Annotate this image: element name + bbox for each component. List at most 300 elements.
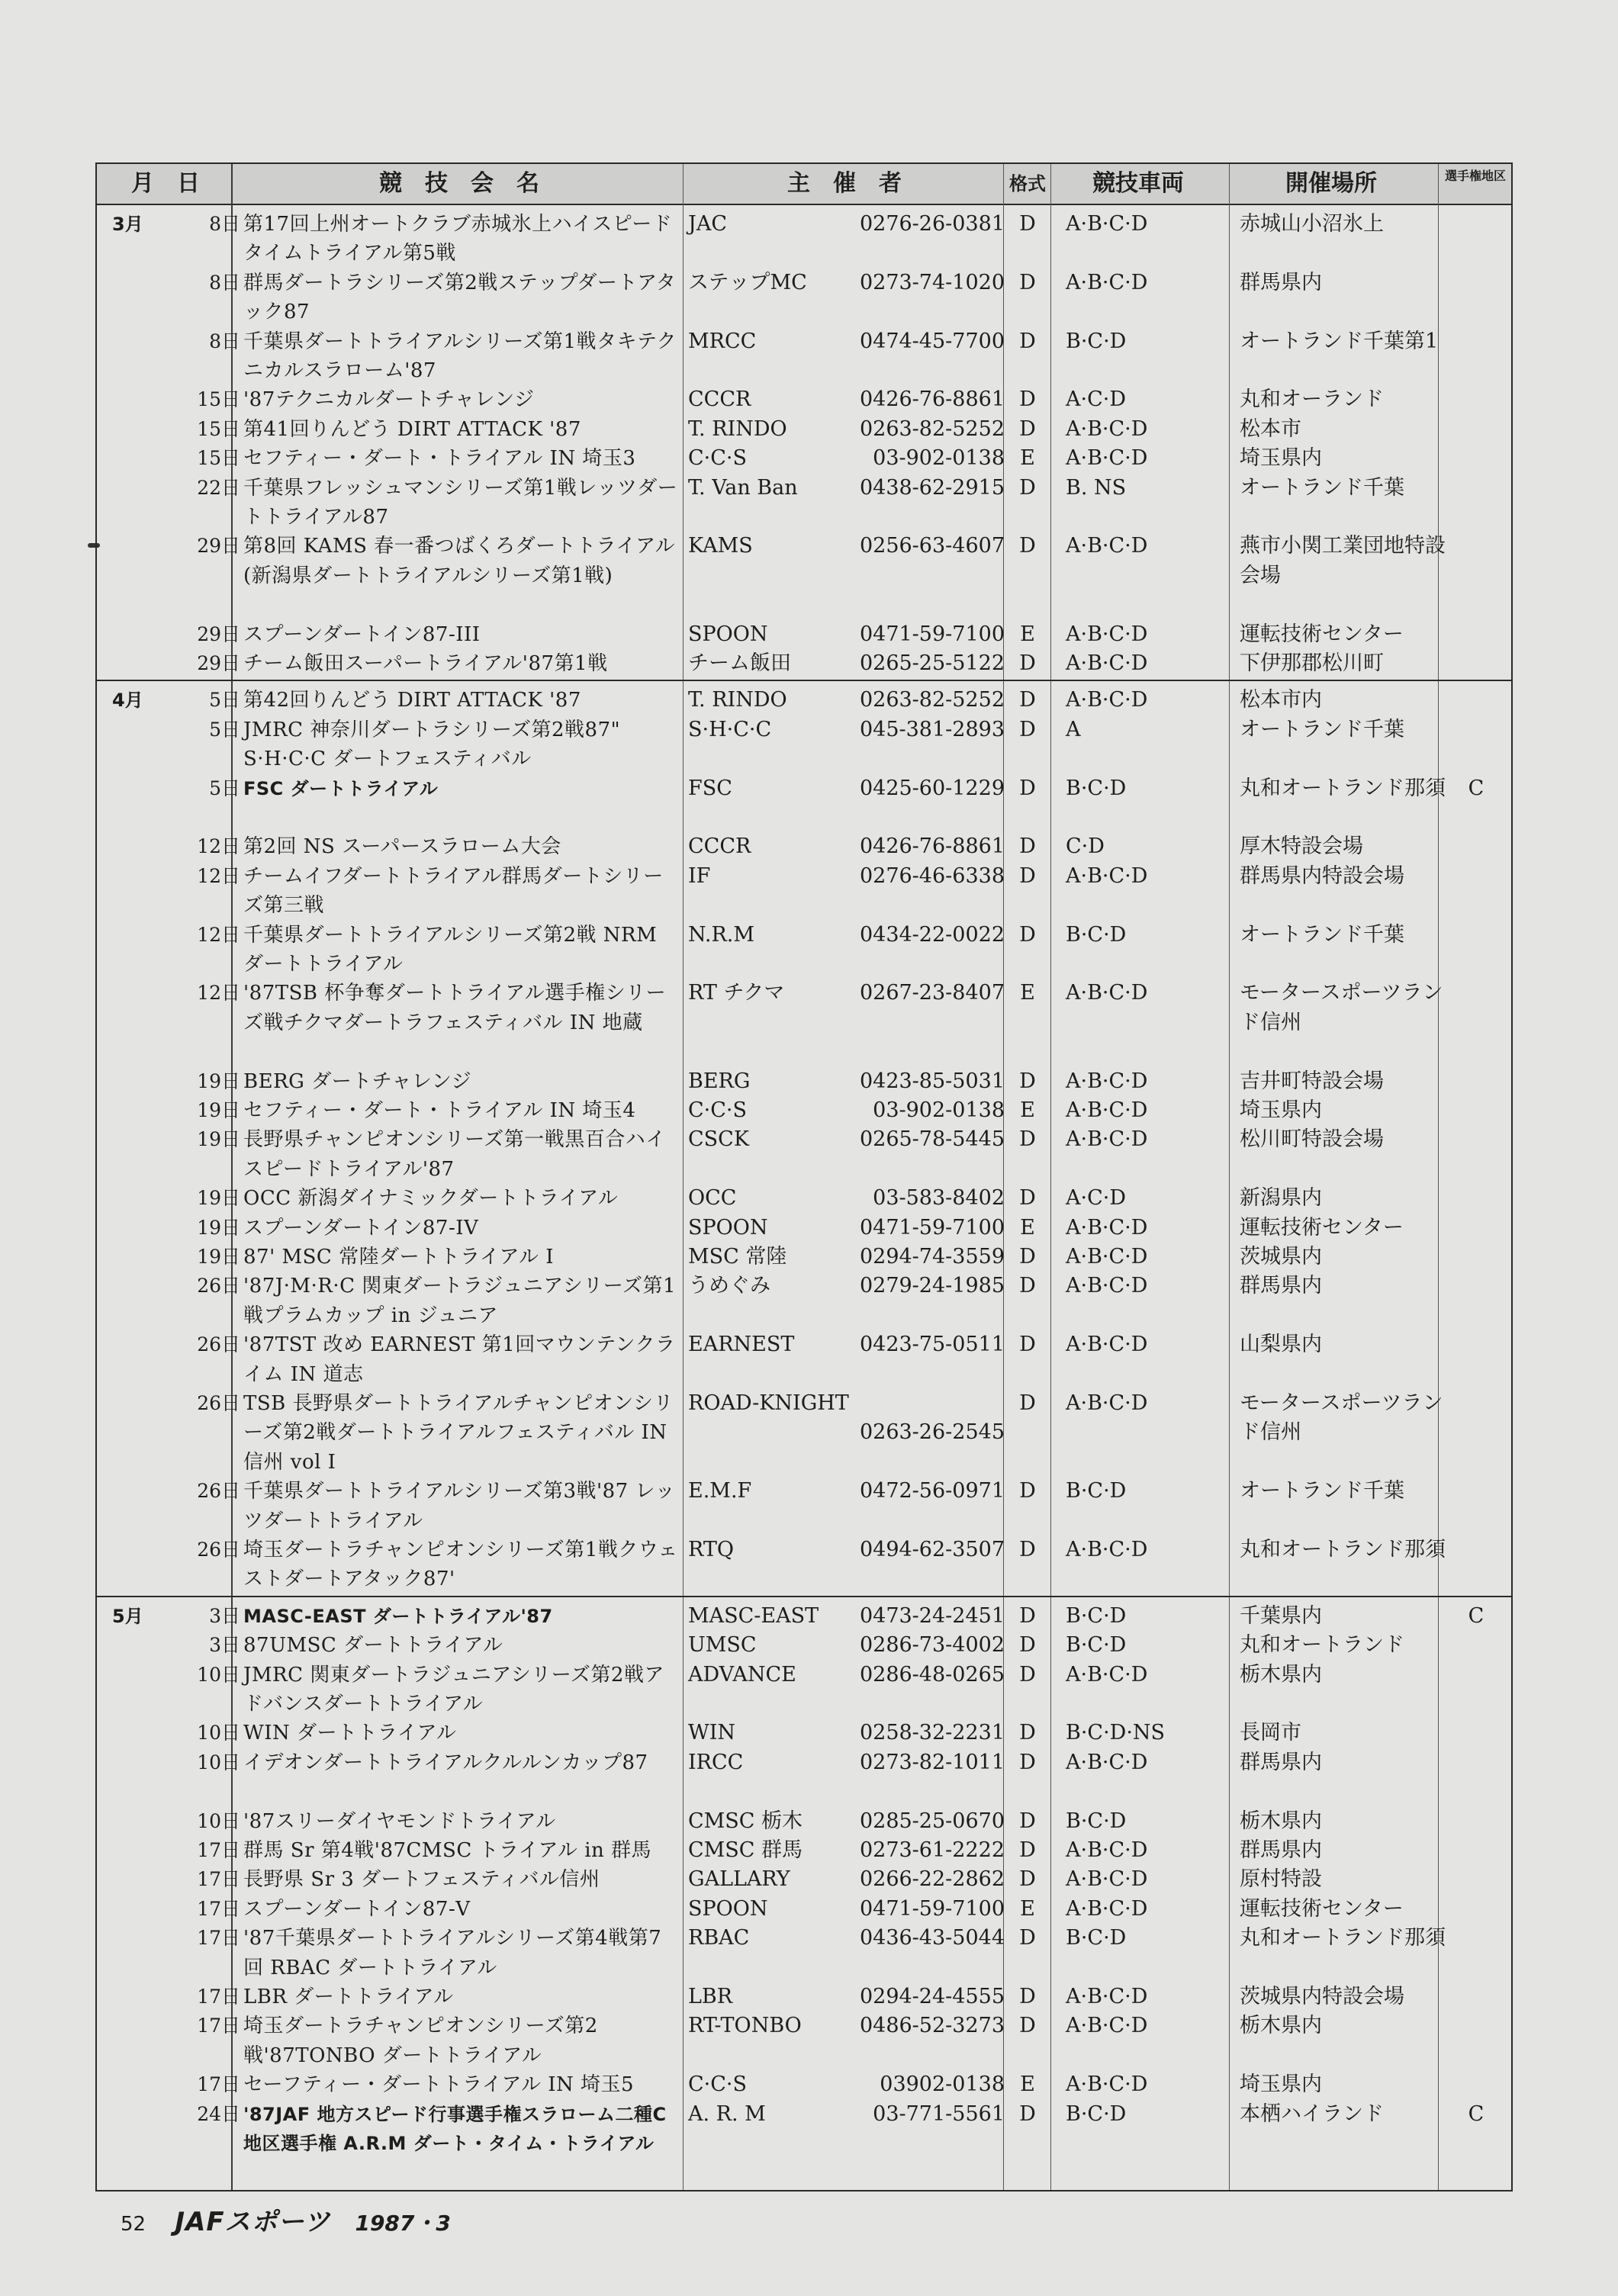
vehicle-class-cell: A·B·C·D: [1066, 1333, 1148, 1357]
venue-cell: オートランド千葉: [1240, 717, 1404, 741]
organizer-cell: SPOON: [688, 1896, 768, 1921]
vehicle-class-cell: B·C·D: [1066, 1633, 1127, 1658]
header-month-day: 月 日: [131, 170, 200, 197]
table-row: [97, 532, 1511, 619]
venue-cell: 丸和オーランド: [1240, 387, 1384, 412]
venue-cell: 栃木県内: [1240, 1809, 1322, 1833]
format-cell: E: [1020, 981, 1035, 1005]
table-row: [97, 1096, 1511, 1125]
organizer-cell: C·C·S: [688, 1098, 747, 1122]
venue-cell: 茨城県内: [1240, 1245, 1322, 1269]
format-cell: D: [1019, 1838, 1036, 1862]
format-cell: E: [1020, 446, 1035, 471]
event-name-cell: 群馬 Sr 第4戦'87CMSC トライアル in 群馬: [243, 1839, 652, 1862]
month-separator: [97, 680, 1511, 681]
format-cell: D: [1019, 1603, 1036, 1628]
event-name-cell: 長野県チャンピオンシリーズ第一戦黒百合ハイスピードトライアル'87: [243, 1128, 666, 1181]
phone-cell: 0286-48-0265: [859, 1662, 1005, 1687]
organizer-cell: チーム飯田: [688, 651, 791, 675]
phone-cell: 0423-85-5031: [859, 1069, 1005, 1093]
phone-cell: 03-902-0138: [873, 446, 1005, 471]
organizer-cell: RBAC: [688, 1926, 750, 1950]
table-row: [97, 1067, 1511, 1096]
vehicle-class-cell: A·B·C·D: [1066, 981, 1148, 1005]
format-cell: D: [1019, 776, 1036, 800]
day-cell: 29日: [197, 535, 240, 558]
day-cell: 19日: [197, 1246, 240, 1268]
vehicle-class-cell: B·C·D: [1066, 776, 1127, 800]
phone-cell: 0473-24-2451: [859, 1603, 1005, 1628]
day-cell: 12日: [197, 835, 240, 858]
table-row: [97, 1389, 1511, 1477]
day-cell: 5日: [209, 777, 240, 799]
organizer-cell: うめぐみ: [688, 1274, 770, 1298]
event-name-cell: '87スリーダイヤモンドトライアル: [243, 1809, 556, 1833]
venue-cell: 原村特設: [1240, 1867, 1322, 1892]
format-cell: D: [1019, 1333, 1036, 1357]
vehicle-class-cell: B·C·D: [1066, 1479, 1127, 1503]
venue-cell: 新潟県内: [1240, 1186, 1322, 1211]
format-cell: D: [1019, 1750, 1036, 1774]
table-row: [97, 1748, 1511, 1807]
vehicle-class-cell: A·B·C·D: [1066, 446, 1148, 471]
day-cell: 26日: [197, 1333, 240, 1356]
region-cell: C: [1468, 1603, 1485, 1628]
page-footer: [121, 2201, 451, 2238]
venue-cell: 群馬県内: [1240, 1750, 1322, 1774]
day-cell: 12日: [197, 923, 240, 946]
format-cell: D: [1019, 1391, 1036, 1415]
event-name-cell: OCC 新潟ダイナミックダートトライアル: [243, 1187, 619, 1211]
event-name-cell: 第8回 KAMS 春一番つばくろダートトライアル(新潟県ダートトライアルシリーズ第1戦): [243, 535, 676, 587]
table-row: [97, 2070, 1511, 2099]
venue-cell: 埼玉県内: [1240, 1098, 1322, 1122]
phone-cell: 0276-46-6338: [859, 863, 1005, 888]
format-cell: D: [1019, 416, 1036, 441]
event-name-cell: MASC-EAST ダートトライアル'87: [243, 1605, 553, 1627]
vehicle-class-cell: B·C·D: [1066, 2101, 1127, 2126]
table-row: [97, 1631, 1511, 1660]
table-row: [97, 1243, 1511, 1272]
vehicle-class-cell: A·B·C·D: [1066, 1274, 1148, 1298]
event-name-cell: 埼玉ダートラチャンピオンシリーズ第1戦クウェストダートアタック87': [243, 1539, 678, 1591]
venue-cell: 運転技術センター: [1240, 622, 1404, 646]
day-cell: 15日: [197, 447, 240, 470]
vehicle-class-cell: A·B·C·D: [1066, 1391, 1148, 1415]
phone-cell: 0471-59-7100: [859, 1896, 1005, 1921]
organizer-cell: SPOON: [688, 1215, 768, 1240]
format-cell: D: [1019, 1926, 1036, 1950]
table-header: [97, 164, 1511, 205]
venue-cell: オートランド千葉: [1240, 922, 1404, 947]
organizer-cell: N.R.M: [688, 922, 755, 947]
table-row: [97, 1272, 1511, 1330]
format-cell: D: [1019, 1662, 1036, 1687]
format-cell: D: [1019, 863, 1036, 888]
venue-cell: 下伊那郡松川町: [1240, 651, 1384, 675]
event-name-cell: 87' MSC 常陸ダートトライアル I: [243, 1246, 555, 1269]
venue-cell: 千葉県内: [1240, 1603, 1322, 1628]
venue-cell: モータースポーツランド信州: [1240, 1391, 1443, 1445]
header-format: 格式: [1009, 173, 1046, 195]
day-cell: 29日: [197, 652, 240, 674]
event-name-cell: '87TSB 杯争奪ダートトライアル選手権シリーズ戦チクマダートラフェスティバル IN 地蔵: [243, 982, 667, 1034]
table-row: [97, 1719, 1511, 1748]
venue-cell: オートランド千葉: [1240, 475, 1404, 500]
event-name-cell: 第41回りんどう DIRT ATTACK '87: [243, 417, 581, 441]
organizer-cell: S·H·C·C: [688, 717, 772, 741]
venue-cell: 長岡市: [1240, 1721, 1301, 1745]
phone-cell: 0474-45-7700: [859, 329, 1005, 353]
vehicle-class-cell: B·C·D: [1066, 922, 1127, 947]
table-row: [97, 444, 1511, 473]
format-cell: E: [1020, 622, 1035, 646]
event-name-cell: '87JAF 地方スピード行事選手権スラローム二種C地区選手権 A.R.M ダート・タイム・トライアル: [243, 2103, 667, 2154]
event-name-cell: JMRC 神奈川ダートラシリーズ第2戦87" S·H·C·C ダートフェスティバル: [243, 718, 621, 771]
day-cell: 26日: [197, 1392, 240, 1414]
day-cell: 17日: [197, 2073, 240, 2096]
organizer-cell: FSC: [688, 776, 732, 800]
vehicle-class-cell: B·C·D: [1066, 1809, 1127, 1833]
event-name-cell: 千葉県ダートトライアルシリーズ第3戦'87 レッツダートトライアル: [243, 1480, 676, 1532]
phone-cell: 0286-73-4002: [859, 1633, 1005, 1658]
phone-cell: 0273-61-2222: [859, 1838, 1005, 1862]
vehicle-class-cell: A·B·C·D: [1066, 1662, 1148, 1687]
organizer-cell: EARNEST: [688, 1333, 795, 1357]
vehicle-class-cell: B·C·D: [1066, 1926, 1127, 1950]
format-cell: D: [1019, 922, 1036, 947]
venue-cell: 本栖ハイランド: [1240, 2101, 1384, 2126]
vehicle-class-cell: A·B·C·D: [1066, 1098, 1148, 1122]
organizer-cell: ROAD-KNIGHT: [688, 1391, 849, 1415]
vehicle-class-cell: A: [1066, 717, 1081, 741]
phone-cell: 0472-56-0971: [859, 1479, 1005, 1503]
table-row: [97, 1535, 1511, 1594]
organizer-cell: RT チクマ: [688, 981, 785, 1005]
issue-date: 1987・3: [355, 2211, 451, 2236]
table-row: [97, 862, 1511, 921]
organizer-cell: SPOON: [688, 622, 768, 646]
table-row: [97, 2011, 1511, 2070]
format-cell: D: [1019, 717, 1036, 741]
organizer-cell: T. RINDO: [688, 688, 787, 712]
month-separator: [97, 1596, 1511, 1597]
event-name-cell: 千葉県ダートトライアルシリーズ第1戦タキテクニカルスラローム'87: [243, 330, 677, 382]
event-name-cell: チームイフダートトライアル群馬ダートシリーズ第三戦: [243, 864, 664, 918]
day-cell: 10日: [197, 1663, 240, 1686]
event-name-cell: TSB 長野県ダートトライアルチャンピオンシリーズ第2戦ダートトライアルフェスティバル IN 信州 vol I: [243, 1392, 674, 1474]
organizer-cell: ステップMC: [688, 270, 807, 294]
event-name-cell: スプーンダートイン87-III: [243, 622, 481, 646]
table-row: [97, 1982, 1511, 2011]
event-name-cell: チーム飯田スーパートライアル'87第1戦: [243, 652, 608, 675]
organizer-cell: T. Van Ban: [688, 475, 798, 500]
event-name-cell: '87テクニカルダートチャレンジ: [243, 388, 535, 412]
venue-cell: 埼玉県内: [1240, 2073, 1322, 2097]
table-row: [97, 1477, 1511, 1535]
day-cell: 17日: [197, 1927, 240, 1950]
format-cell: D: [1019, 1809, 1036, 1833]
vehicle-class-cell: A·B·C·D: [1066, 1538, 1148, 1561]
day-cell: 17日: [197, 2015, 240, 2037]
table-row: [97, 1214, 1511, 1243]
vehicle-class-cell: A·B·C·D: [1066, 1245, 1148, 1269]
format-cell: E: [1020, 2073, 1035, 2097]
vehicle-class-cell: A·B·C·D: [1066, 1069, 1148, 1093]
phone-cell: 0486-52-3273: [859, 2014, 1005, 2038]
day-cell: 15日: [197, 388, 240, 411]
vehicle-class-cell: A·B·C·D: [1066, 688, 1148, 712]
day-cell: 8日: [209, 330, 240, 352]
vehicle-class-cell: A·B·C·D: [1066, 622, 1148, 646]
venue-cell: 丸和オートランド那須: [1240, 776, 1446, 800]
format-cell: D: [1019, 1479, 1036, 1503]
day-cell: 12日: [197, 864, 240, 887]
day-cell: 5日: [209, 689, 240, 712]
event-calendar-table: [95, 162, 1513, 2191]
event-name-cell: 第2回 NS スーパースラローム大会: [243, 835, 561, 859]
vehicle-class-cell: B. NS: [1066, 475, 1127, 500]
event-name-cell: セフティー・ダート・トライアル IN 埼玉4: [243, 1099, 636, 1122]
format-cell: D: [1019, 475, 1036, 500]
phone-cell: 03-771-5561: [873, 2101, 1005, 2126]
vehicle-class-cell: A·B·C·D: [1066, 534, 1148, 558]
vehicle-class-cell: A·B·C·D: [1066, 212, 1148, 236]
phone-cell: 0426-76-8861: [859, 387, 1005, 412]
event-name-cell: イデオンダートトライアルクルルンカップ87: [243, 1751, 648, 1774]
organizer-cell: OCC: [688, 1186, 737, 1211]
format-cell: D: [1019, 2101, 1036, 2126]
venue-cell: 運転技術センター: [1240, 1215, 1404, 1240]
organizer-cell: RT-TONBO: [688, 2014, 802, 2038]
event-name-cell: BERG ダートチャレンジ: [243, 1069, 472, 1093]
organizer-cell: CCCR: [688, 387, 751, 412]
phone-cell: 0436-43-5044: [859, 1926, 1005, 1950]
vehicle-class-cell: A·B·C·D: [1066, 1750, 1148, 1774]
format-cell: D: [1019, 1186, 1036, 1211]
format-cell: D: [1019, 1274, 1036, 1298]
event-name-cell: セフティー・ダート・トライアル IN 埼玉3: [243, 447, 636, 471]
day-cell: 22日: [197, 476, 240, 499]
phone-cell: 0425-60-1229: [859, 776, 1005, 800]
phone-cell: 0266-22-2862: [859, 1867, 1005, 1892]
event-name-cell: FSC ダートトライアル: [243, 777, 439, 799]
phone-cell: 0423-75-0511: [859, 1333, 1005, 1357]
vehicle-class-cell: A·B·C·D: [1066, 270, 1148, 294]
vehicle-class-cell: A·B·C·D: [1066, 651, 1148, 675]
phone-cell: 0263-82-5252: [859, 688, 1005, 712]
event-name-cell: 群馬ダートラシリーズ第2戦ステップダートアタック87: [243, 271, 677, 324]
event-name-cell: 長野県 Sr 3 ダートフェスティバル信州: [243, 1868, 600, 1892]
phone-cell: 045-381-2893: [859, 717, 1005, 741]
day-cell: 26日: [197, 1480, 240, 1503]
table-row: [97, 1895, 1511, 1924]
venue-cell: 群馬県内: [1240, 1838, 1322, 1862]
month-label: 3月: [112, 214, 143, 235]
table-row: [97, 1184, 1511, 1213]
month-label: 4月: [112, 690, 143, 712]
day-cell: 10日: [197, 1722, 240, 1745]
phone-cell: 0267-23-8407: [859, 981, 1005, 1005]
phone-cell: 0258-32-2231: [859, 1721, 1005, 1745]
table-row: [97, 686, 1511, 715]
format-cell: D: [1019, 1867, 1036, 1892]
format-cell: D: [1019, 1721, 1036, 1745]
organizer-cell: C·C·S: [688, 2073, 747, 2097]
table-row: [97, 715, 1511, 774]
day-cell: 15日: [197, 417, 240, 440]
format-cell: D: [1019, 270, 1036, 294]
organizer-cell: MSC 常陸: [688, 1245, 787, 1269]
table-row: [97, 649, 1511, 678]
table-row: [97, 774, 1511, 833]
vehicle-class-cell: A·B·C·D: [1066, 416, 1148, 441]
vehicle-class-cell: B·C·D: [1066, 329, 1127, 353]
day-cell: 17日: [197, 1839, 240, 1861]
organizer-cell: CMSC 栃木: [688, 1809, 803, 1833]
venue-cell: 丸和オートランド: [1240, 1633, 1404, 1658]
format-cell: D: [1019, 1633, 1036, 1658]
table-row: [97, 1330, 1511, 1389]
organizer-cell: T. RINDO: [688, 416, 787, 441]
format-cell: D: [1019, 1127, 1036, 1152]
day-cell: 12日: [197, 982, 240, 1005]
format-cell: D: [1019, 1069, 1036, 1093]
venue-cell: オートランド千葉第1: [1240, 329, 1439, 353]
day-cell: 26日: [197, 1539, 240, 1561]
phone-cell: 0256-63-4607: [859, 534, 1005, 558]
format-cell: D: [1019, 1245, 1036, 1269]
venue-cell: 群馬県内: [1240, 270, 1322, 294]
day-cell: 10日: [197, 1751, 240, 1773]
table-row: [97, 415, 1511, 444]
table-row: [97, 1924, 1511, 1982]
organizer-cell: BERG: [688, 1069, 751, 1093]
format-cell: D: [1019, 212, 1036, 236]
venue-cell: 栃木県内: [1240, 1662, 1322, 1687]
venue-cell: 松本市内: [1240, 688, 1322, 712]
organizer-cell: C·C·S: [688, 446, 747, 471]
format-cell: D: [1019, 329, 1036, 353]
table-row: [97, 921, 1511, 979]
organizer-cell: CCCR: [688, 834, 751, 859]
event-name-cell: LBR ダートトライアル: [243, 1986, 454, 2008]
organizer-cell: LBR: [688, 1985, 733, 2008]
format-cell: D: [1019, 688, 1036, 712]
day-cell: 17日: [197, 1897, 240, 1920]
vehicle-class-cell: C·D: [1066, 834, 1105, 859]
day-cell: 19日: [197, 1099, 240, 1121]
vehicle-class-cell: A·B·C·D: [1066, 1867, 1148, 1892]
phone-cell: 0471-59-7100: [859, 622, 1005, 646]
table-row: [97, 1807, 1511, 1836]
phone-cell: 0265-78-5445: [859, 1127, 1005, 1152]
format-cell: D: [1019, 387, 1036, 412]
event-name-cell: スプーンダートイン87-V: [243, 1897, 471, 1921]
organizer-cell: JAC: [688, 212, 727, 236]
organizer-cell: WIN: [688, 1721, 736, 1745]
venue-cell: 運転技術センター: [1240, 1896, 1404, 1921]
event-name-cell: 千葉県ダートトライアルシリーズ第2戦 NRM ダートトライアル: [243, 923, 658, 976]
event-name-cell: '87千葉県ダートトライアルシリーズ第4戦第7回 RBAC ダートトライアル: [243, 1927, 662, 1979]
organizer-cell: MASC-EAST: [688, 1603, 819, 1628]
header-venue: 開催場所: [1285, 170, 1377, 197]
day-cell: 24日: [197, 2102, 240, 2125]
venue-cell: 松川町特設会場: [1240, 1127, 1384, 1152]
table-row: [97, 1836, 1511, 1865]
venue-cell: 丸和オートランド那須: [1240, 1538, 1446, 1561]
header-organizer: 主 催 者: [787, 170, 902, 197]
phone-cell: 0276-26-0381: [859, 212, 1005, 236]
event-name-cell: '87TST 改め EARNEST 第1回マウンテンクライム IN 道志: [243, 1333, 676, 1386]
venue-cell: 群馬県内: [1240, 1274, 1322, 1298]
event-name-cell: スプーンダートイン87-IV: [243, 1216, 479, 1240]
vehicle-class-cell: A·B·C·D: [1066, 2014, 1148, 2038]
format-cell: D: [1019, 1538, 1036, 1561]
organizer-cell: ADVANCE: [688, 1662, 796, 1687]
format-cell: E: [1020, 1098, 1035, 1122]
day-cell: 19日: [197, 1069, 240, 1092]
organizer-cell: GALLARY: [688, 1867, 790, 1892]
table-row: [97, 1865, 1511, 1894]
organizer-cell: E.M.F: [688, 1479, 752, 1503]
organizer-cell: A. R. M: [688, 2101, 766, 2126]
event-name-cell: 第42回りんどう DIRT ATTACK '87: [243, 689, 581, 712]
phone-cell: 0273-82-1011: [859, 1750, 1005, 1774]
table-row: [97, 1125, 1511, 1184]
event-name-cell: 埼玉ダートラチャンピオンシリーズ第2戦'87TONBO ダートトライアル: [243, 2015, 598, 2067]
phone-cell: 0263-82-5252: [859, 416, 1005, 441]
organizer-cell: IF: [688, 863, 711, 888]
day-cell: 29日: [197, 622, 240, 645]
vehicle-class-cell: A·B·C·D: [1066, 2073, 1148, 2097]
table-row: [97, 832, 1511, 861]
table-row: [97, 979, 1511, 1066]
phone-cell: 0273-74-1020: [859, 270, 1005, 294]
format-cell: D: [1019, 2014, 1036, 2038]
venue-cell: 茨城県内特設会場: [1240, 1985, 1404, 2008]
event-name-cell: '87J·M·R·C 関東ダートラジュニアシリーズ第1戦プラムカップ in ジュニア: [243, 1275, 676, 1327]
vehicle-class-cell: A·B·C·D: [1066, 1127, 1148, 1152]
day-cell: 3日: [209, 1604, 240, 1627]
phone-cell: 0294-24-4555: [859, 1985, 1005, 2008]
venue-cell: 厚木特設会場: [1240, 834, 1363, 859]
format-cell: D: [1019, 1985, 1036, 2008]
day-cell: 8日: [209, 271, 240, 294]
format-cell: E: [1020, 1215, 1035, 1240]
region-cell: C: [1468, 2101, 1485, 2126]
phone-cell: 0426-76-8861: [859, 834, 1005, 859]
day-cell: 5日: [209, 718, 240, 741]
vehicle-class-cell: A·C·D: [1066, 1186, 1126, 1211]
phone-cell: 0471-59-7100: [859, 1215, 1005, 1240]
event-name-cell: 第17回上州オートクラブ赤城氷上ハイスピードタイムトライアル第5戦: [243, 213, 673, 265]
header-vehicles: 競技車両: [1092, 170, 1184, 197]
vehicle-class-cell: A·B·C·D: [1066, 863, 1148, 888]
table-row: [97, 385, 1511, 414]
venue-cell: オートランド千葉: [1240, 1479, 1404, 1503]
day-cell: 3日: [209, 1634, 240, 1657]
event-name-cell: JMRC 関東ダートラジュニアシリーズ第2戦アドバンスダートトライアル: [243, 1663, 664, 1716]
organizer-cell: CMSC 群馬: [688, 1838, 803, 1862]
event-name-cell: WIN ダートトライアル: [243, 1722, 457, 1745]
format-cell: D: [1019, 534, 1036, 558]
organizer-cell: MRCC: [688, 329, 757, 353]
venue-cell: モータースポーツランド信州: [1240, 981, 1443, 1034]
day-cell: 17日: [197, 1868, 240, 1891]
venue-cell: 埼玉県内: [1240, 446, 1322, 471]
organizer-cell: KAMS: [688, 534, 753, 558]
